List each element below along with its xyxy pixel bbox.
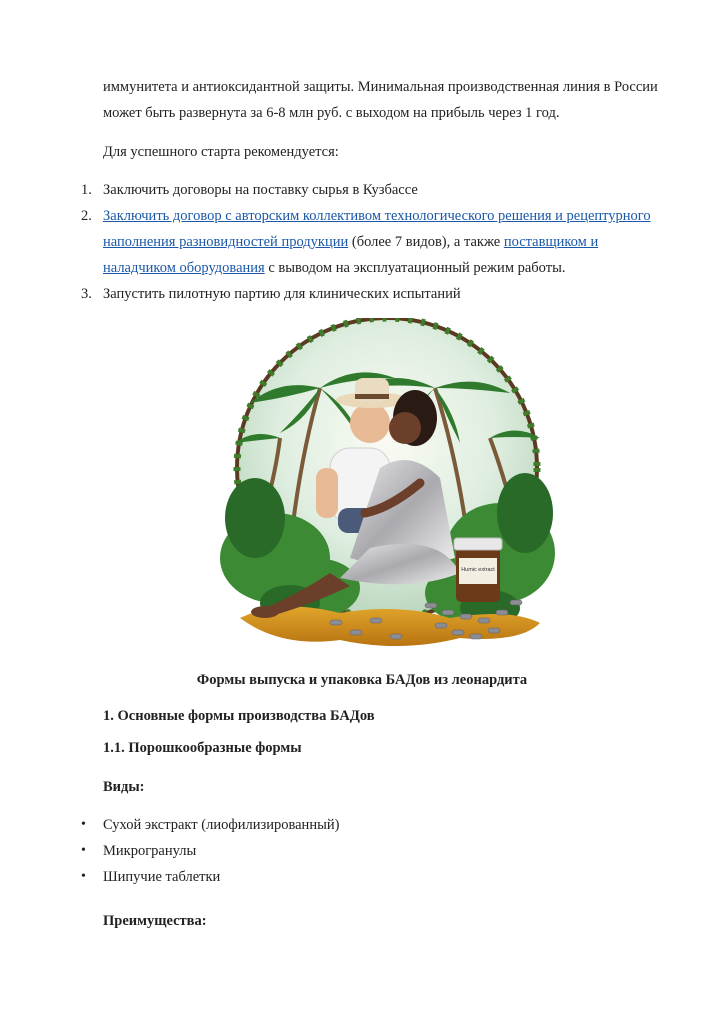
step-2-text-a: (более 7 видов), а также	[348, 234, 504, 250]
figure-caption: Формы выпуска и упаковка БАДов из леонардита	[196, 672, 528, 688]
author-team-link[interactable]: Заключить договор с авторским коллективом технологического решения и рецептурного	[103, 208, 651, 224]
kinds-label: Виды:	[103, 779, 145, 795]
intro-line-1: иммунитета и антиоксидантной защиты. Минимальная производственная линия в России	[103, 79, 658, 95]
recommend-lead: Для успешного старта рекомендуется:	[103, 144, 339, 160]
supplement-jar	[454, 538, 502, 602]
bullet-2: •	[81, 843, 86, 858]
step-2-line-1	[103, 203, 651, 229]
tropical-couple-illustration	[220, 318, 555, 656]
step-3-text: Запустить пилотную партию для клинических испытаний	[103, 286, 461, 302]
step-2-line-3	[103, 255, 565, 281]
advantages-label: Преимущества:	[103, 913, 207, 929]
kind-item-3: Шипучие таблетки	[103, 869, 221, 885]
equipment-setup-link[interactable]: наладчиком оборудования	[103, 260, 265, 276]
kind-item-2: Микрогранулы	[103, 843, 197, 859]
intro-line-2: может быть развернута за 6-8 млн руб. с выходом на прибыль через 1 год.	[103, 105, 560, 121]
bullet-3: •	[81, 869, 86, 884]
kind-item-1: Сухой экстракт (лиофилизированный)	[103, 817, 340, 833]
step-number-2: 2.	[81, 208, 92, 224]
illustration	[220, 318, 555, 656]
step-number-1: 1.	[81, 182, 92, 198]
section-heading-1-1: 1.1. Порошкообразные формы	[103, 740, 302, 756]
section-heading-1: 1. Основные формы производства БАДов	[103, 708, 375, 724]
step-number-3: 3.	[81, 286, 92, 302]
step-1-text: Заключить договоры на поставку сырья в Кузбассе	[103, 182, 418, 198]
product-variety-link[interactable]: наполнения разновидностей продукции	[103, 234, 349, 250]
step-2-line-2	[103, 229, 598, 255]
supplier-link[interactable]: поставщиком и	[503, 234, 599, 250]
step-2-text-b: с выводом на эксплуатационный режим работы.	[264, 260, 566, 276]
bullet-1: •	[81, 817, 86, 832]
jar-label: Humic extract	[461, 567, 495, 573]
